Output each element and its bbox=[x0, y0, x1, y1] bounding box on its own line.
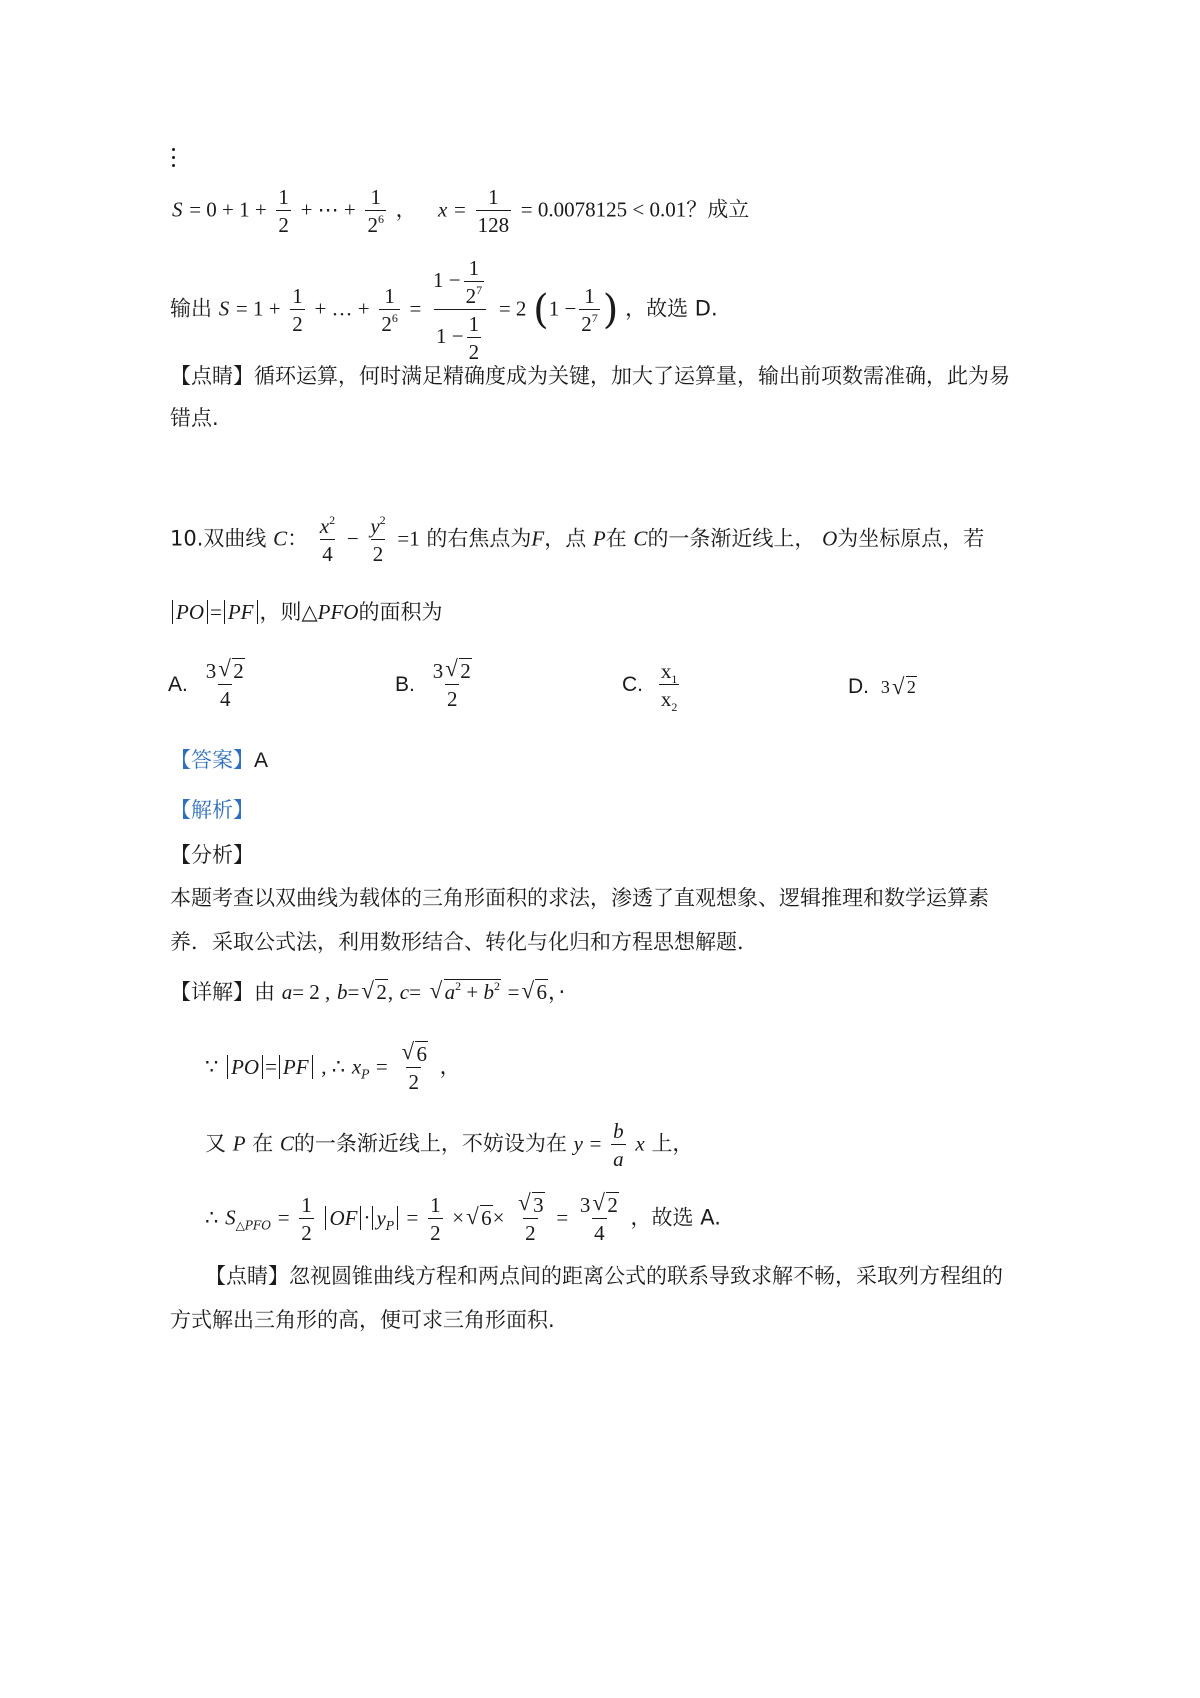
comment-1-text: 循环运算，何时满足精确度成为关键，加大了运算量，输出前项数需准确，此为易 bbox=[254, 364, 1010, 388]
therefore-1: , ∴ bbox=[321, 1054, 346, 1079]
q10-abs-eq: = bbox=[210, 600, 222, 624]
point-f: F bbox=[531, 526, 545, 551]
question-number: 10. bbox=[170, 526, 204, 551]
comment-1-label: 【点睛】 bbox=[170, 364, 254, 388]
fenxi-line-2 bbox=[170, 932, 758, 953]
b-sqrt: √ 2 bbox=[361, 982, 388, 1003]
output-eq2: = bbox=[409, 296, 422, 321]
comment-2-line-1 bbox=[205, 1266, 1003, 1287]
jiexi-label: 【解析】 bbox=[170, 798, 254, 822]
point-p: P bbox=[592, 526, 606, 551]
output-fraction-1-over-2-6: $\frac{1}{2^6}$ bbox=[381, 284, 398, 337]
l3-tail: 上， bbox=[651, 1131, 694, 1156]
vertical-ellipsis bbox=[170, 148, 176, 168]
paren-inner: 1 − bbox=[548, 296, 577, 321]
geometric-sum-fraction: 1 − $\frac{1}{2^7}$ 1 − $\frac{1}{2}$ bbox=[431, 257, 489, 363]
option-c-label: C. bbox=[622, 673, 643, 697]
comment-2-line-2 bbox=[170, 1310, 555, 1331]
x-equals: = bbox=[454, 197, 466, 222]
area-tail: ，故选 A. bbox=[630, 1205, 721, 1230]
xp-var: x bbox=[351, 1054, 362, 1079]
detail-line-2: ∵ PO = PF , ∴ $x_P$ = √ $\frac{6}{2}$ ， bbox=[205, 1043, 461, 1093]
times-1: × bbox=[452, 1205, 465, 1230]
option-a-label: A. bbox=[168, 673, 188, 697]
xp-tail: ， bbox=[439, 1054, 461, 1079]
sum-formula-line bbox=[172, 186, 749, 236]
q10-text-7: ，则△ bbox=[259, 600, 318, 624]
abs-pf: PF bbox=[224, 600, 258, 624]
question-10-line-1 bbox=[170, 515, 984, 565]
q10-text-1: 双曲线 bbox=[203, 526, 267, 551]
l3-eq: = bbox=[589, 1131, 602, 1156]
x-variable: x bbox=[438, 197, 448, 222]
fenxi-text-1: 本题考查以双曲线为载体的三角形面积的求法，渗透了直观想象、逻辑推理和数学运算素 bbox=[170, 886, 989, 910]
c-eq: = bbox=[409, 980, 421, 1004]
l3-text-b: 在 bbox=[252, 1131, 274, 1156]
hyperbola-y-term: $\frac{y^2}{2}$ bbox=[370, 513, 386, 567]
since-symbol: ∵ bbox=[205, 1054, 219, 1079]
q10-minus: − bbox=[346, 526, 359, 551]
sum-prefix: = 0 + 1 + bbox=[189, 197, 267, 222]
q10-text-3: ，点 bbox=[544, 526, 587, 551]
abs-po: PO bbox=[172, 600, 208, 624]
a-value: = 2 , bbox=[292, 980, 331, 1004]
x-value-check: = 0.0078125 < 0.01？成立 bbox=[520, 197, 750, 222]
detail-line-4: ∴ $S_{\triangle PFO}$ = $\frac{1}{2}$ OF · $y_P$ = $\frac{1}{2}$ ×√ 6× √ $\frac{3}{2}$ = $\frac{3√ 2}{4}$ ，故选 A. bbox=[205, 1194, 721, 1244]
option-a[interactable] bbox=[168, 660, 250, 710]
var-b: b bbox=[336, 980, 348, 1004]
slope-b-over-a: $\frac{b}{a}$ bbox=[613, 1119, 624, 1172]
option-a-value: $\frac{3√ 2}{4}$ bbox=[204, 660, 247, 710]
option-c[interactable] bbox=[622, 659, 682, 715]
q10-text-8: 的面积为 bbox=[358, 600, 443, 624]
var-a: a bbox=[281, 980, 293, 1004]
output-ellipsis: + … + bbox=[314, 296, 370, 321]
var-c: c bbox=[399, 980, 410, 1004]
fraction-half: $\frac{1}{2}$ bbox=[278, 185, 289, 238]
hyperbola-x-term: $\frac{x^2}{4}$ bbox=[319, 513, 336, 567]
separator-comma: ， bbox=[395, 197, 417, 222]
detail-tail: ，· bbox=[547, 980, 566, 1004]
detail-abs-eq: = bbox=[265, 1054, 277, 1079]
times-2: × bbox=[492, 1205, 505, 1230]
l3-text-c: 的一条渐近线上，不妨设为在 bbox=[293, 1131, 567, 1156]
option-b[interactable] bbox=[395, 660, 477, 710]
option-c-value: $\frac{x_1}{x_2}$ bbox=[660, 659, 678, 715]
output-label: 输出 bbox=[170, 296, 212, 321]
sqrt3-over-2: √ $\frac{3}{2}$ bbox=[514, 1194, 547, 1244]
xp-value: √ $\frac{6}{2}$ bbox=[397, 1043, 430, 1093]
q10-text-5: 的一条渐近线上， bbox=[647, 526, 816, 551]
point-o: O bbox=[822, 526, 838, 551]
area-s: S bbox=[225, 1205, 236, 1230]
detail-abs-pf: PF bbox=[279, 1055, 313, 1079]
paren-fraction: $\frac{1}{2^7}$ bbox=[581, 284, 598, 337]
comment-2-text-1: 忽视圆锥曲线方程和两点间的距离公式的联系导致求解不畅，采取列方程组的 bbox=[289, 1264, 1003, 1288]
l3-text-a: 又 bbox=[205, 1131, 226, 1156]
l3-y: y bbox=[573, 1131, 583, 1156]
answer-line bbox=[170, 750, 268, 771]
c-sqrt: √ $a^2 + b^2$ bbox=[430, 982, 501, 1003]
l3-curve-c: C bbox=[279, 1131, 294, 1156]
q10-text-6: 为坐标原点，若 bbox=[837, 526, 985, 551]
detail-label: 【详解】 bbox=[170, 980, 254, 1004]
detail-abs-po: PO bbox=[227, 1055, 263, 1079]
option-d[interactable] bbox=[848, 675, 917, 699]
output-tail: ，故选 D. bbox=[625, 296, 718, 321]
therefore-2: ∴ bbox=[205, 1205, 219, 1230]
detail-comma: , bbox=[387, 980, 394, 1004]
detail-line-3 bbox=[205, 1120, 693, 1170]
curve-c-2: C bbox=[633, 526, 648, 551]
detail-line-1 bbox=[170, 979, 566, 1004]
sqrt-6: √ 6 bbox=[466, 1208, 493, 1229]
area-eq: = bbox=[277, 1205, 290, 1230]
fenxi-label: 【分析】 bbox=[170, 843, 254, 867]
triangle-pfo: PFO bbox=[317, 600, 359, 624]
right-paren: ) bbox=[602, 287, 619, 334]
q10-text-4: 在 bbox=[605, 526, 627, 551]
l3-x: x bbox=[635, 1131, 645, 1156]
sum-ellipsis: + ⋯ + bbox=[300, 197, 356, 222]
fenxi-line-1 bbox=[170, 888, 989, 909]
q10-text-2: 的右焦点为 bbox=[426, 526, 532, 551]
dot-operator: · bbox=[363, 1205, 371, 1230]
answer-value: A bbox=[254, 749, 269, 772]
left-paren: ( bbox=[533, 287, 549, 334]
fraction-1-over-128: $\frac{1}{128}$ bbox=[477, 185, 510, 238]
output-eq1: = 1 + bbox=[235, 296, 281, 321]
fraction-1-over-2-6: $\frac{1}{2^6}$ bbox=[367, 185, 384, 238]
area-result: $\frac{3√ 2}{4}$ bbox=[578, 1194, 621, 1244]
comment-2-label: 【点睛】 bbox=[205, 1264, 289, 1288]
option-d-label: D. bbox=[848, 675, 869, 698]
xp-eq: = bbox=[375, 1054, 388, 1079]
option-b-label: B. bbox=[395, 673, 415, 697]
detail-lead: 由 bbox=[254, 980, 275, 1004]
area-eq-c: = bbox=[556, 1205, 569, 1230]
jiexi-heading bbox=[170, 800, 254, 821]
l3-point-p: P bbox=[232, 1131, 246, 1156]
comment-2-text-2: 方式解出三角形的高，便可求三角形面积. bbox=[170, 1308, 555, 1332]
curve-c: C bbox=[273, 526, 288, 551]
question-10-line-2 bbox=[170, 602, 442, 623]
abs-of: OF bbox=[325, 1206, 361, 1230]
fenxi-heading bbox=[170, 845, 254, 866]
comment-1-line-1 bbox=[170, 366, 1010, 387]
c-value-sqrt: √ 6 bbox=[521, 982, 548, 1003]
output-s-symbol: S bbox=[218, 296, 230, 321]
b-eq: = bbox=[347, 980, 360, 1004]
option-b-value: $\frac{3√ 2}{2}$ bbox=[431, 660, 474, 710]
q10-eq1: =1 bbox=[397, 526, 420, 551]
output-eq3: = 2 bbox=[498, 296, 527, 321]
comment-1-text-2: 错点. bbox=[170, 406, 219, 430]
fenxi-text-2: 养．采取公式法，利用数形结合、转化与化归和方程思想解题． bbox=[170, 930, 758, 954]
comment-1-line-2 bbox=[170, 408, 219, 429]
q10-colon: ： bbox=[287, 526, 309, 551]
output-fraction-half: $\frac{1}{2}$ bbox=[292, 284, 303, 337]
half-fraction-2: $\frac{1}{2}$ bbox=[430, 1193, 441, 1246]
half-fraction: $\frac{1}{2}$ bbox=[301, 1193, 312, 1246]
answer-label: 【答案】 bbox=[170, 748, 254, 772]
c-eq2: = bbox=[507, 980, 520, 1004]
sum-symbol: S bbox=[172, 197, 183, 222]
area-eq-b: = bbox=[406, 1205, 419, 1230]
output-formula-line bbox=[170, 257, 718, 363]
option-d-value: 3√ 2 bbox=[881, 677, 917, 697]
